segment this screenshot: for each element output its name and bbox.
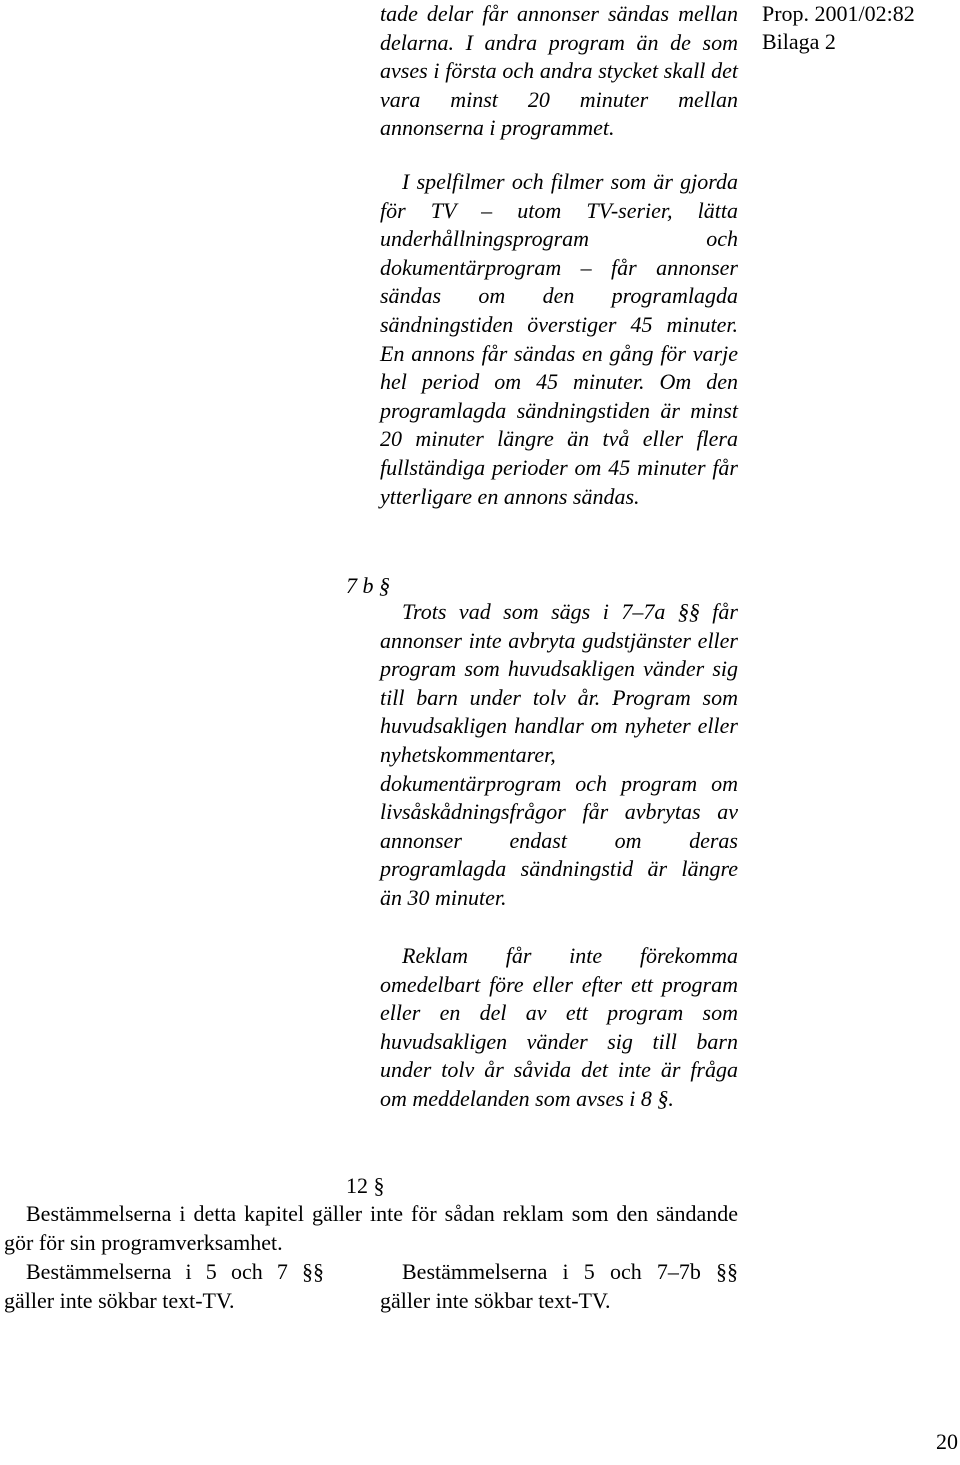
paragraph-12-left: Bestämmelserna i 5 och 7 §§ gäller inte sökbar text-TV. <box>4 1259 324 1313</box>
section-heading-7b: 7 b § <box>346 573 390 598</box>
paragraph-7a-continued: tade delar får annonser sändas mellan delarna. I andra program än de som avses i första och andra stycket skall det vara minst 20 minuter mellan annonserna i programmet. <box>380 1 738 141</box>
paragraph-12-first: Bestämmelserna i detta kapitel gäller inte för sådan reklam som den sändande gör för sin programverksamhet. <box>4 1201 738 1255</box>
page-number: 20 <box>936 1429 958 1454</box>
paragraph-7b-first: Trots vad som sägs i 7–7a §§ får annonser inte avbryta gudstjänster eller program som huvudsakligen vänder sig till barn under tolv år. Program som huvudsakligen handlar om nyheter eller nyhetskommentarer, dokumentärprogram och program om livsåskådningsfrågor får avbrytas av annonser endast om deras programlagda sändningstid är längre än 30 minuter. <box>380 599 738 910</box>
paragraph-7a-films: I spelfilmer och filmer som är gjorda för TV – utom TV-serier, lätta underhållningsprogram och dokumentärprogram – får annonser sändas om den programlagda sändningstiden överstiger 45 minuter. En annons får sändas en gång för varje hel period om 45 minuter. Om den programlagda sändningstiden är minst 20 minuter längre än två eller flera fullständiga perioder om 45 minuter får ytterligare en annons sändas. <box>380 169 738 509</box>
paragraph-12-right: Bestämmelserna i 5 och 7–7b §§ gäller inte sökbar text-TV. <box>380 1259 738 1313</box>
section-heading-12: 12 § <box>346 1173 385 1198</box>
paragraph-7b-second: Reklam får inte förekomma omedelbart före eller efter ett program eller en del av ett program som huvudsakligen vänder sig till barn under tolv år såvida det inte är fråga om meddelanden som avses i 8 §. <box>380 943 738 1111</box>
header-bilaga: Bilaga 2 <box>762 29 836 54</box>
header-prop: Prop. 2001/02:82 <box>762 1 915 26</box>
